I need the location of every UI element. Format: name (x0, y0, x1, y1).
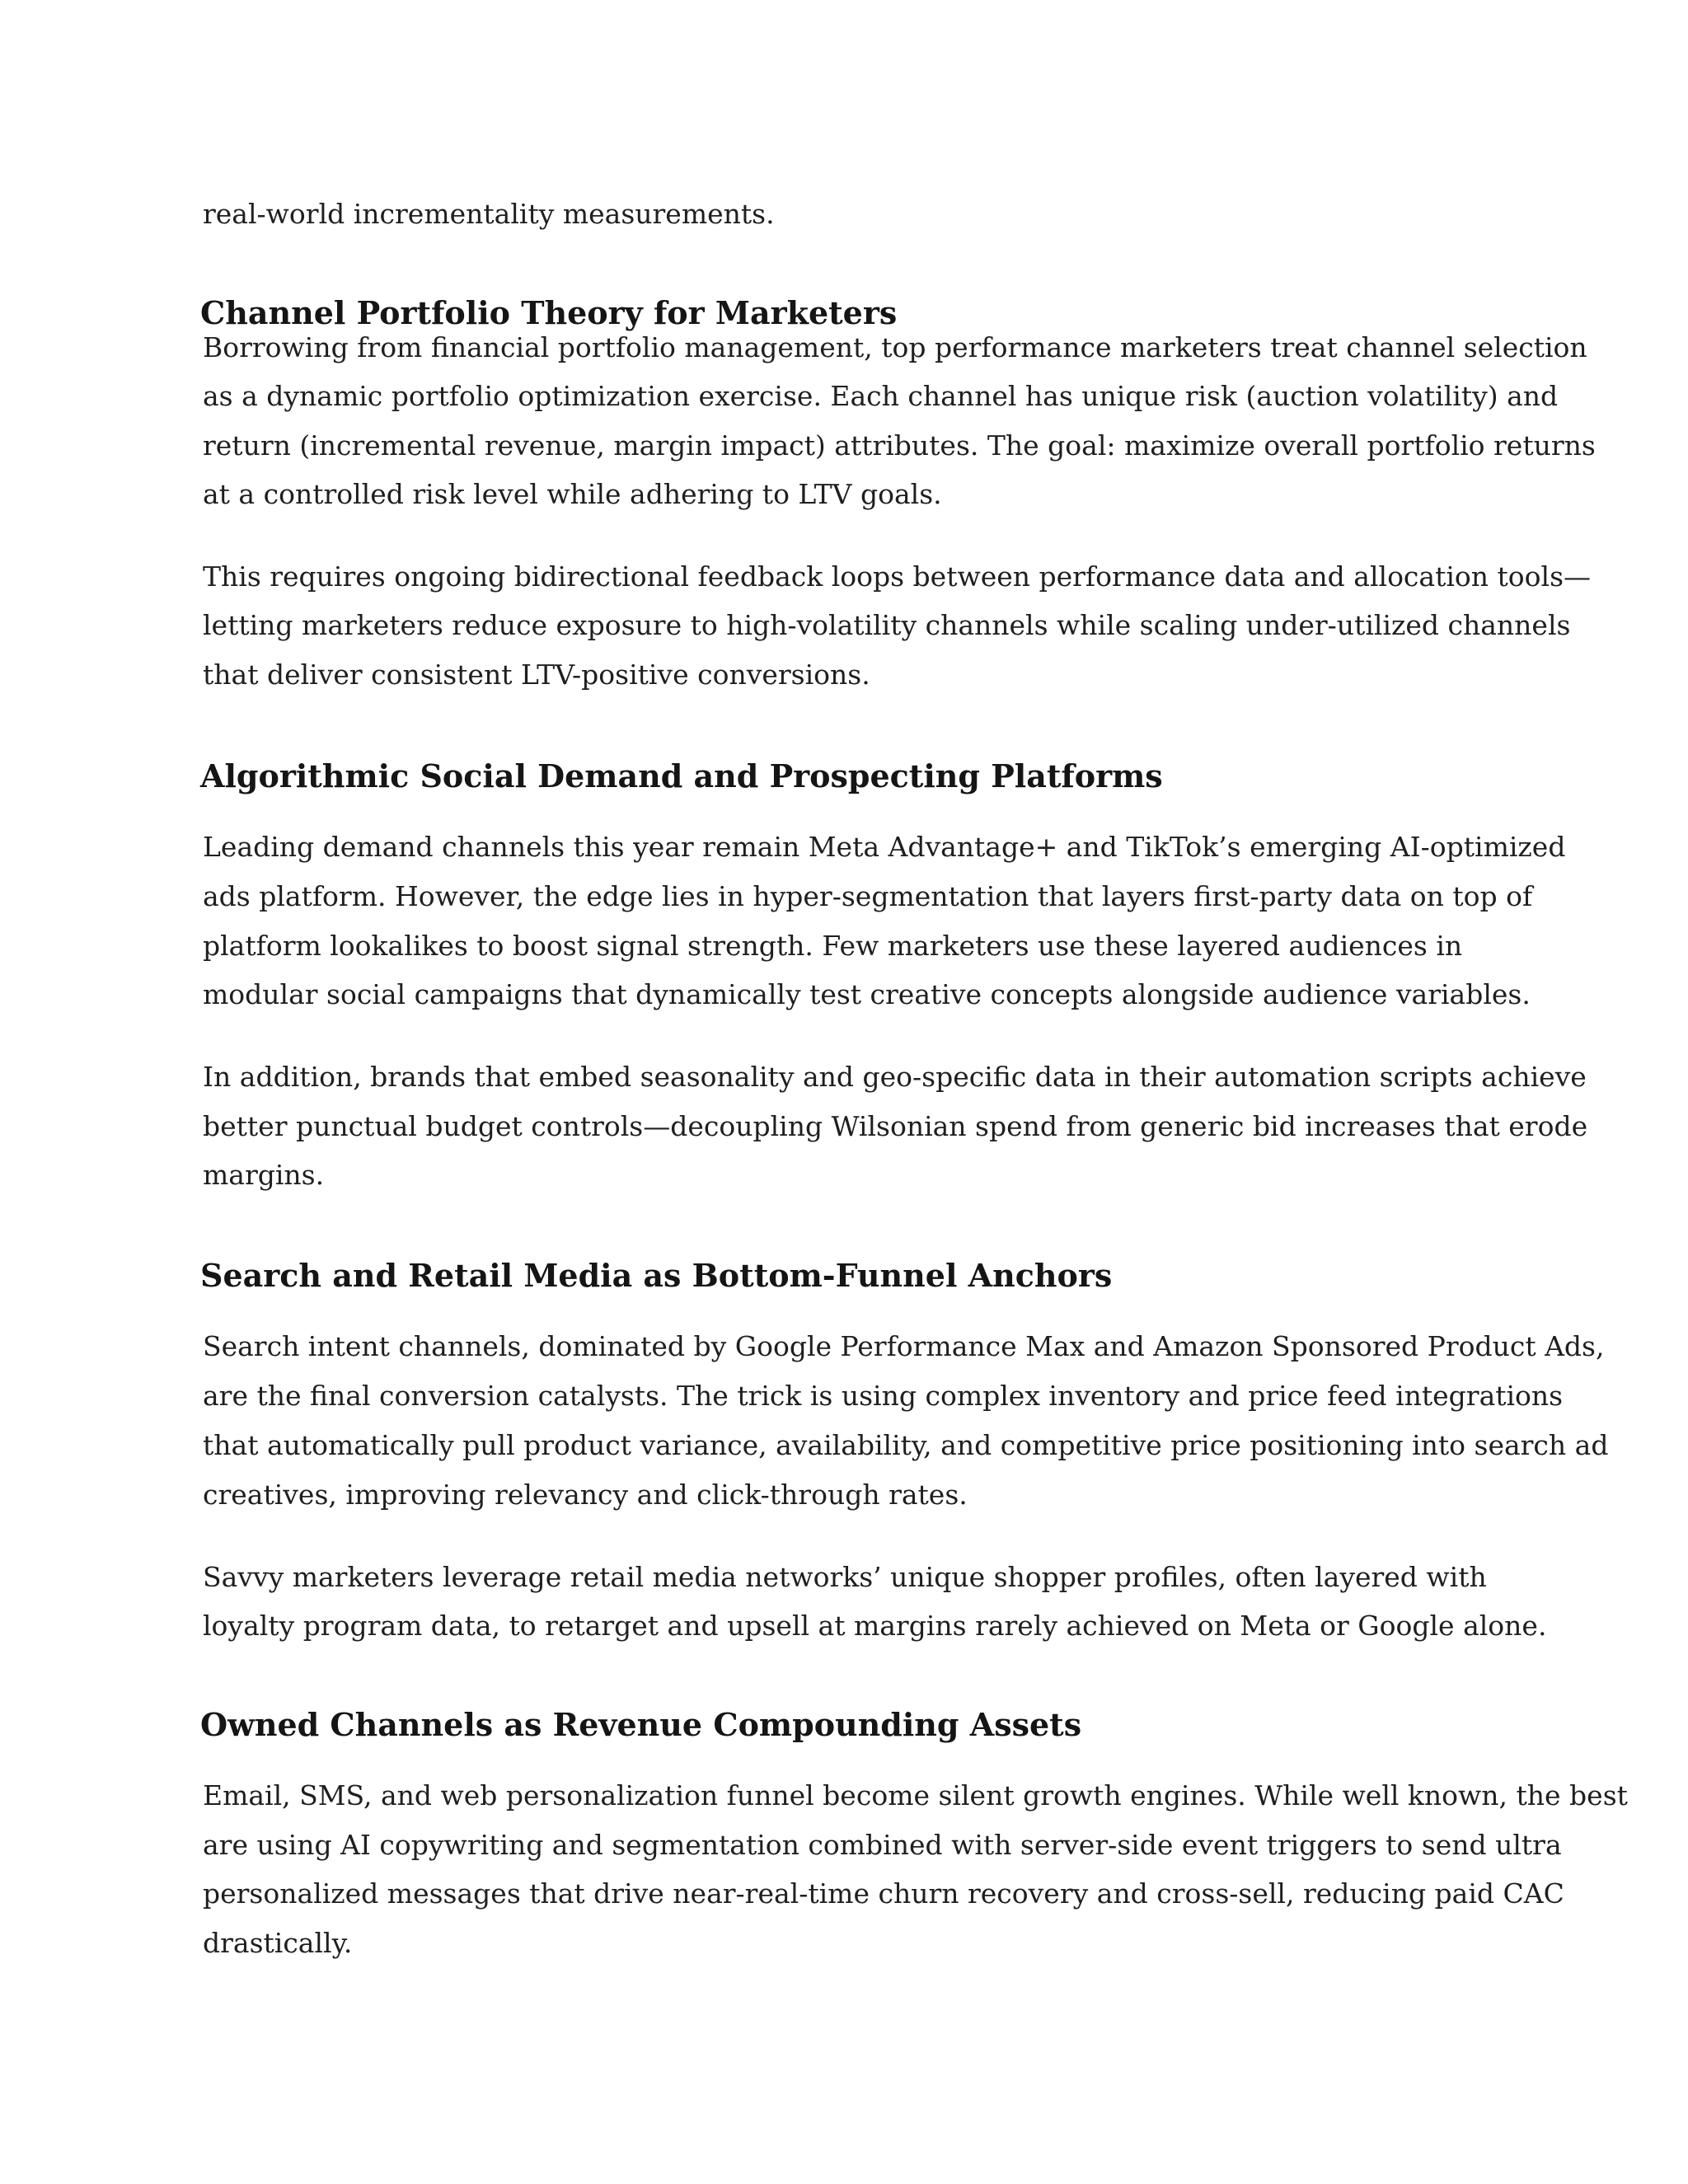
paragraph-line: ads platform. However, the edge lies in hyper-segmentation that layers first-party data on top of (203, 880, 1533, 912)
section-heading-channel-portfolio: Channel Portfolio Theory for Marketers (200, 294, 898, 331)
paragraph-line: Email, SMS, and web personalization funnel become silent growth engines. While well known, the best (203, 1779, 1628, 1811)
paragraph-line: that deliver consistent LTV-positive conversions. (203, 658, 870, 691)
paragraph-line: loyalty program data, to retarget and upsell at margins rarely achieved on Meta or Google alone. (203, 1610, 1547, 1642)
paragraph-line: margins. (203, 1159, 325, 1191)
paragraph-line: return (incremental revenue, margin impact) attributes. The goal: maximize overall portfolio returns (203, 429, 1596, 462)
paragraph-line: personalized messages that drive near-real-time churn recovery and cross-sell, reducing paid CAC (203, 1877, 1564, 1910)
paragraph-line: Leading demand channels this year remain Meta Advantage+ and TikTok’s emerging AI-optimized (203, 831, 1566, 863)
section-heading-owned-channels: Owned Channels as Revenue Compounding Assets (200, 1706, 1082, 1743)
paragraph-line: In addition, brands that embed seasonality and geo-specific data in their automation scripts achieve (203, 1061, 1587, 1093)
paragraph-line: This requires ongoing bidirectional feedback loops between performance data and allocation tools— (203, 560, 1591, 593)
paragraph-line: are using AI copywriting and segmentation combined with server-side event triggers to send ultra (203, 1829, 1562, 1861)
paragraph-line: Borrowing from financial portfolio management, top performance marketers treat channel selection (203, 331, 1587, 363)
paragraph-line: as a dynamic portfolio optimization exercise. Each channel has unique risk (auction volatility) and (203, 380, 1559, 412)
paragraph-line: creatives, improving relevancy and click-through rates. (203, 1479, 968, 1511)
paragraph-line: Search intent channels, dominated by Google Performance Max and Amazon Sponsored Product Ads, (203, 1330, 1605, 1362)
intro-line: real-world incrementality measurements. (203, 198, 775, 230)
paragraph-line: drastically. (203, 1927, 353, 1959)
section-heading-algorithmic-social: Algorithmic Social Demand and Prospecting Platforms (200, 757, 1163, 794)
paragraph-line: modular social campaigns that dynamically test creative concepts alongside audience variables. (203, 978, 1531, 1010)
paragraph-line: letting marketers reduce exposure to high-volatility channels while scaling under-utilized channels (203, 609, 1571, 641)
paragraph-line: better punctual budget controls—decoupling Wilsonian spend from generic bid increases that erode (203, 1110, 1588, 1142)
paragraph-line: at a controlled risk level while adhering to LTV goals. (203, 478, 942, 510)
section-heading-search-retail: Search and Retail Media as Bottom-Funnel Anchors (200, 1257, 1113, 1294)
paragraph-line: platform lookalikes to boost signal strength. Few marketers use these layered audiences in (203, 930, 1463, 962)
paragraph-line: are the final conversion catalysts. The trick is using complex inventory and price feed integrations (203, 1380, 1564, 1412)
paragraph-line: Savvy marketers leverage retail media networks’ unique shopper profiles, often layered with (203, 1561, 1487, 1593)
paragraph-line: that automatically pull product variance, availability, and competitive price positioning into search ad (203, 1429, 1609, 1461)
